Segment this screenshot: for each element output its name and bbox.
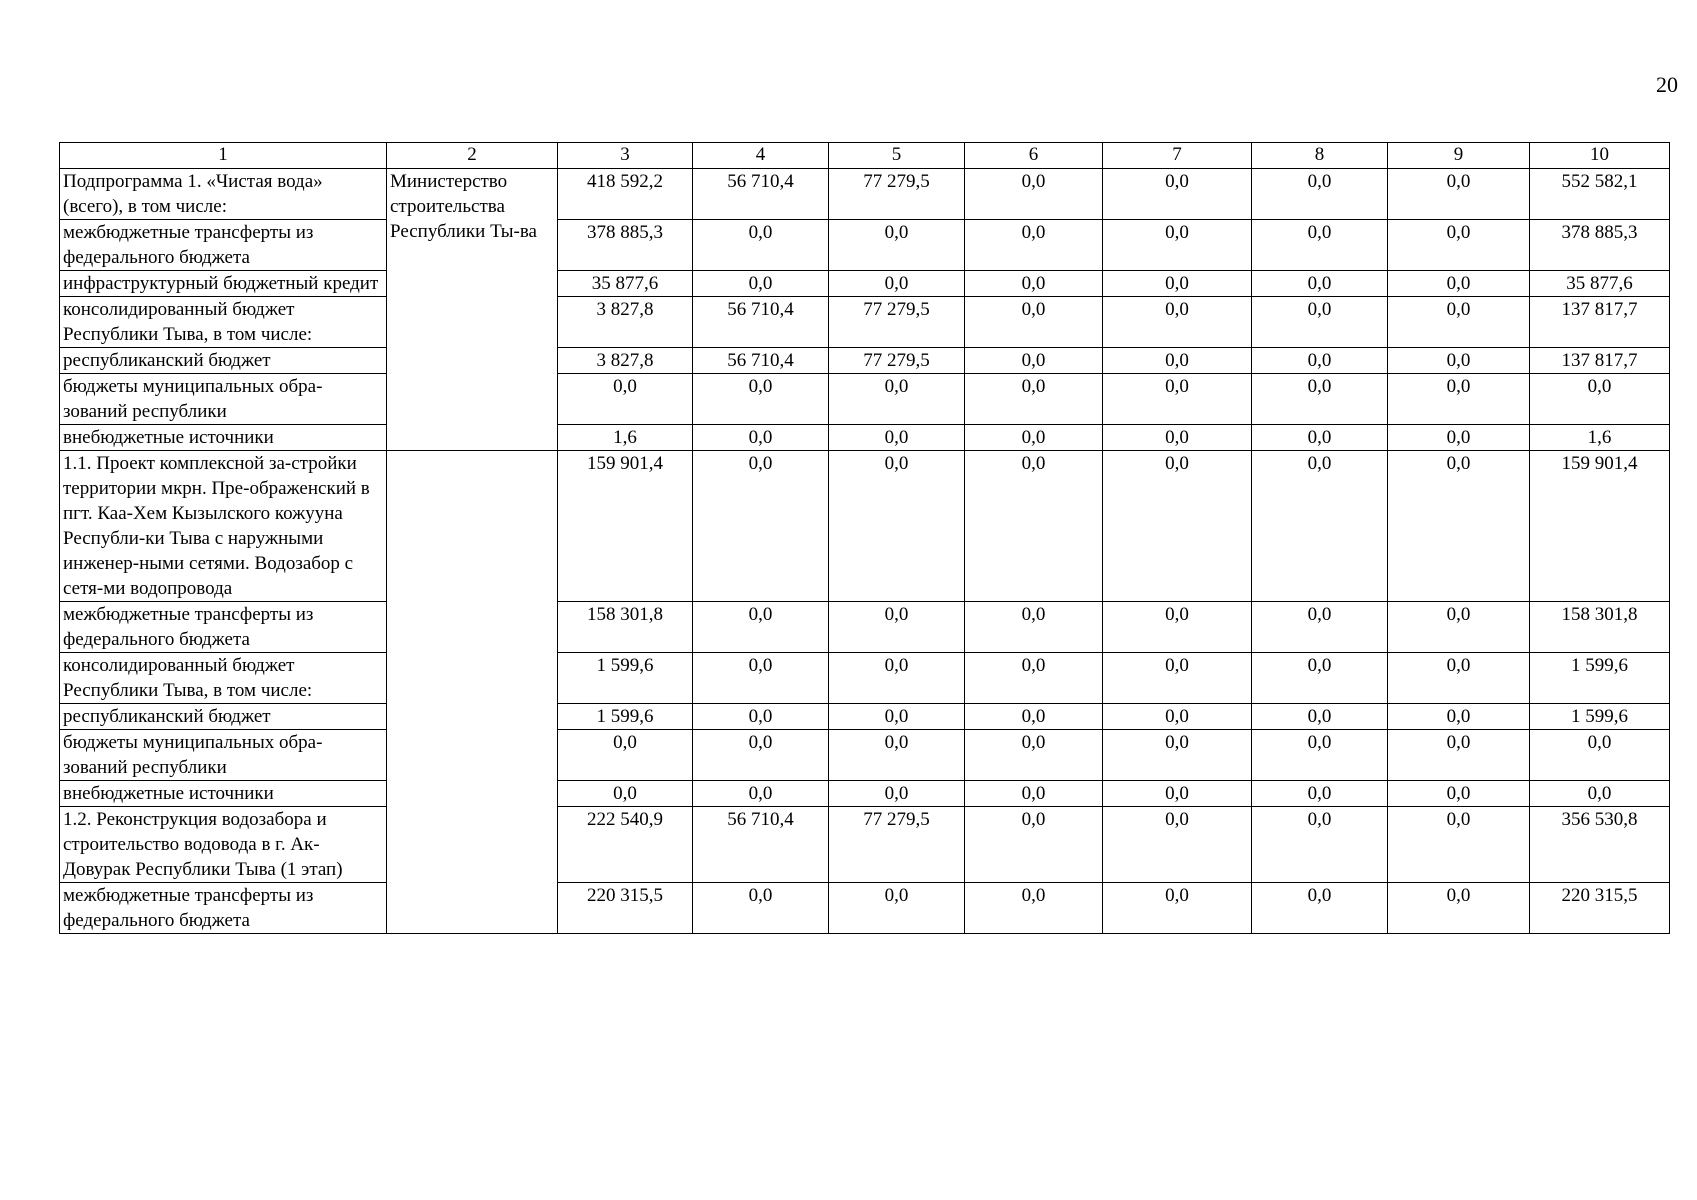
row-label: Подпрограмма 1. «Чистая вода» (всего), в том числе: [60, 169, 387, 220]
value-cell: 0,0 [1388, 653, 1530, 704]
value-cell: 0,0 [1388, 883, 1530, 934]
value-cell: 0,0 [1252, 425, 1388, 451]
column-number-header-row [60, 143, 1670, 169]
value-cell: 0,0 [829, 704, 965, 730]
value-cell: 0,0 [1103, 730, 1252, 781]
value-cell: 0,0 [965, 730, 1103, 781]
value-cell: 0,0 [829, 425, 965, 451]
value-cell: 0,0 [965, 220, 1103, 271]
row-label: межбюджетные трансферты из федерального бюджета [60, 220, 387, 271]
value-cell: 0,0 [1252, 297, 1388, 348]
value-cell: 0,0 [829, 374, 965, 425]
row-label: консолидированный бюджет Республики Тыва, в том числе: [60, 297, 387, 348]
value-cell: 378 885,3 [558, 220, 693, 271]
value-cell: 56 710,4 [693, 348, 829, 374]
row-label: 1.1. Проект комплексной за-стройки территории мкрн. Пре-ображенский в пгт. Каа-Хем Кызылского кожууна Республи-ки Тыва с наружными инженер-ными сетями. Водозабор с сетя-ми водопровода [60, 451, 387, 602]
row-label: внебюджетные источники [60, 781, 387, 807]
table-row [60, 425, 1670, 451]
value-cell: 0,0 [965, 425, 1103, 451]
value-cell: 0,0 [829, 781, 965, 807]
value-cell: 0,0 [1252, 348, 1388, 374]
value-cell: 159 901,4 [1530, 451, 1670, 602]
value-cell: 0,0 [558, 730, 693, 781]
table-row [60, 451, 1670, 602]
value-cell: 0,0 [1252, 883, 1388, 934]
row-label: консолидированный бюджет Республики Тыва, в том числе: [60, 653, 387, 704]
value-cell: 356 530,8 [1530, 807, 1670, 883]
value-cell: 0,0 [1252, 653, 1388, 704]
value-cell: 0,0 [1103, 348, 1252, 374]
value-cell: 77 279,5 [829, 348, 965, 374]
value-cell: 137 817,7 [1530, 297, 1670, 348]
row-label: 1.2. Реконструкция водозабора и строительство водовода в г. Ак-Довурак Республики Тыва (1 этап) [60, 807, 387, 883]
table-row [60, 348, 1670, 374]
row-label: внебюджетные источники [60, 425, 387, 451]
row-label: бюджеты муниципальных обра-зований республики [60, 730, 387, 781]
value-cell: 0,0 [1388, 169, 1530, 220]
value-cell: 0,0 [829, 271, 965, 297]
value-cell: 418 592,2 [558, 169, 693, 220]
table-row [60, 653, 1670, 704]
value-cell: 35 877,6 [1530, 271, 1670, 297]
value-cell: 552 582,1 [1530, 169, 1670, 220]
value-cell: 222 540,9 [558, 807, 693, 883]
value-cell: 0,0 [965, 653, 1103, 704]
table-row [60, 220, 1670, 271]
column-header: 2 [387, 143, 558, 169]
row-label: межбюджетные трансферты из федерального бюджета [60, 883, 387, 934]
value-cell: 1 599,6 [1530, 653, 1670, 704]
value-cell: 0,0 [1388, 807, 1530, 883]
value-cell: 0,0 [965, 807, 1103, 883]
value-cell: 35 877,6 [558, 271, 693, 297]
value-cell: 0,0 [965, 374, 1103, 425]
value-cell: 0,0 [1103, 297, 1252, 348]
value-cell: 0,0 [693, 653, 829, 704]
value-cell: 0,0 [1252, 807, 1388, 883]
value-cell: 0,0 [829, 653, 965, 704]
value-cell: 0,0 [965, 169, 1103, 220]
value-cell: 0,0 [693, 220, 829, 271]
value-cell: 0,0 [1252, 220, 1388, 271]
budget-table [59, 142, 1670, 934]
value-cell: 378 885,3 [1530, 220, 1670, 271]
value-cell: 0,0 [1103, 451, 1252, 602]
value-cell: 158 301,8 [558, 602, 693, 653]
value-cell: 220 315,5 [558, 883, 693, 934]
value-cell: 0,0 [1252, 704, 1388, 730]
value-cell: 0,0 [1252, 602, 1388, 653]
value-cell: 220 315,5 [1530, 883, 1670, 934]
table-row [60, 169, 1670, 220]
value-cell: 1 599,6 [1530, 704, 1670, 730]
value-cell: 0,0 [693, 602, 829, 653]
value-cell: 0,0 [1252, 169, 1388, 220]
value-cell: 0,0 [1252, 271, 1388, 297]
table-row [60, 730, 1670, 781]
value-cell: 0,0 [829, 730, 965, 781]
value-cell: 0,0 [1103, 781, 1252, 807]
table-row [60, 781, 1670, 807]
value-cell: 0,0 [965, 297, 1103, 348]
column-header: 4 [693, 143, 829, 169]
value-cell: 0,0 [1103, 425, 1252, 451]
value-cell: 0,0 [965, 883, 1103, 934]
row-label: инфраструктурный бюджетный кредит [60, 271, 387, 297]
value-cell: 0,0 [1388, 297, 1530, 348]
value-cell: 0,0 [558, 781, 693, 807]
column-header: 10 [1530, 143, 1670, 169]
value-cell: 0,0 [1388, 781, 1530, 807]
value-cell: 0,0 [1530, 730, 1670, 781]
value-cell: 77 279,5 [829, 297, 965, 348]
value-cell: 1 599,6 [558, 653, 693, 704]
value-cell: 0,0 [693, 883, 829, 934]
value-cell: 3 827,8 [558, 297, 693, 348]
value-cell: 0,0 [1388, 451, 1530, 602]
column-header: 8 [1252, 143, 1388, 169]
value-cell: 0,0 [1103, 653, 1252, 704]
value-cell: 0,0 [693, 704, 829, 730]
value-cell: 56 710,4 [693, 169, 829, 220]
value-cell: 0,0 [1103, 220, 1252, 271]
value-cell: 0,0 [965, 348, 1103, 374]
value-cell: 0,0 [829, 451, 965, 602]
value-cell: 0,0 [693, 781, 829, 807]
value-cell: 0,0 [1252, 374, 1388, 425]
value-cell: 56 710,4 [693, 807, 829, 883]
value-cell: 77 279,5 [829, 169, 965, 220]
row-label: межбюджетные трансферты из федерального бюджета [60, 602, 387, 653]
table-row [60, 602, 1670, 653]
value-cell: 0,0 [1388, 220, 1530, 271]
value-cell: 1,6 [558, 425, 693, 451]
column-header: 1 [60, 143, 387, 169]
value-cell: 0,0 [693, 451, 829, 602]
row-label: республиканский бюджет [60, 704, 387, 730]
value-cell: 3 827,8 [558, 348, 693, 374]
value-cell: 137 817,7 [1530, 348, 1670, 374]
value-cell: 0,0 [829, 602, 965, 653]
value-cell: 0,0 [965, 271, 1103, 297]
value-cell: 0,0 [965, 781, 1103, 807]
value-cell: 0,0 [829, 883, 965, 934]
value-cell: 0,0 [1252, 781, 1388, 807]
value-cell: 1 599,6 [558, 704, 693, 730]
value-cell: 0,0 [1530, 781, 1670, 807]
row-label: бюджеты муниципальных обра-зований республики [60, 374, 387, 425]
table-body [60, 169, 1670, 934]
column-header: 6 [965, 143, 1103, 169]
value-cell: 0,0 [1103, 374, 1252, 425]
column-header: 9 [1388, 143, 1530, 169]
value-cell: 56 710,4 [693, 297, 829, 348]
value-cell: 0,0 [1252, 730, 1388, 781]
value-cell: 0,0 [693, 425, 829, 451]
value-cell: 159 901,4 [558, 451, 693, 602]
value-cell: 0,0 [1388, 374, 1530, 425]
value-cell: 0,0 [1103, 704, 1252, 730]
value-cell: 0,0 [1103, 807, 1252, 883]
responsible-executor: Министерство строительства Республики Ты-ва [387, 169, 558, 451]
value-cell: 0,0 [965, 704, 1103, 730]
value-cell: 0,0 [1388, 425, 1530, 451]
value-cell: 0,0 [1388, 271, 1530, 297]
column-header: 7 [1103, 143, 1252, 169]
column-header: 3 [558, 143, 693, 169]
table-row [60, 883, 1670, 934]
table-row [60, 297, 1670, 348]
value-cell: 0,0 [965, 451, 1103, 602]
table-row [60, 374, 1670, 425]
table-row [60, 271, 1670, 297]
value-cell: 0,0 [1388, 730, 1530, 781]
value-cell: 77 279,5 [829, 807, 965, 883]
value-cell: 0,0 [1388, 348, 1530, 374]
value-cell: 0,0 [1103, 271, 1252, 297]
value-cell: 0,0 [693, 271, 829, 297]
table-row [60, 807, 1670, 883]
value-cell: 0,0 [693, 730, 829, 781]
value-cell: 0,0 [558, 374, 693, 425]
value-cell: 0,0 [1103, 602, 1252, 653]
value-cell: 0,0 [1103, 883, 1252, 934]
value-cell: 0,0 [829, 220, 965, 271]
value-cell: 0,0 [965, 602, 1103, 653]
page-number: 20 [1656, 72, 1678, 97]
value-cell: 158 301,8 [1530, 602, 1670, 653]
responsible-executor [387, 451, 558, 934]
value-cell: 0,0 [693, 374, 829, 425]
row-label: республиканский бюджет [60, 348, 387, 374]
value-cell: 0,0 [1103, 169, 1252, 220]
value-cell: 0,0 [1388, 704, 1530, 730]
table-row [60, 704, 1670, 730]
value-cell: 0,0 [1252, 451, 1388, 602]
value-cell: 0,0 [1530, 374, 1670, 425]
value-cell: 0,0 [1388, 602, 1530, 653]
value-cell: 1,6 [1530, 425, 1670, 451]
column-header: 5 [829, 143, 965, 169]
